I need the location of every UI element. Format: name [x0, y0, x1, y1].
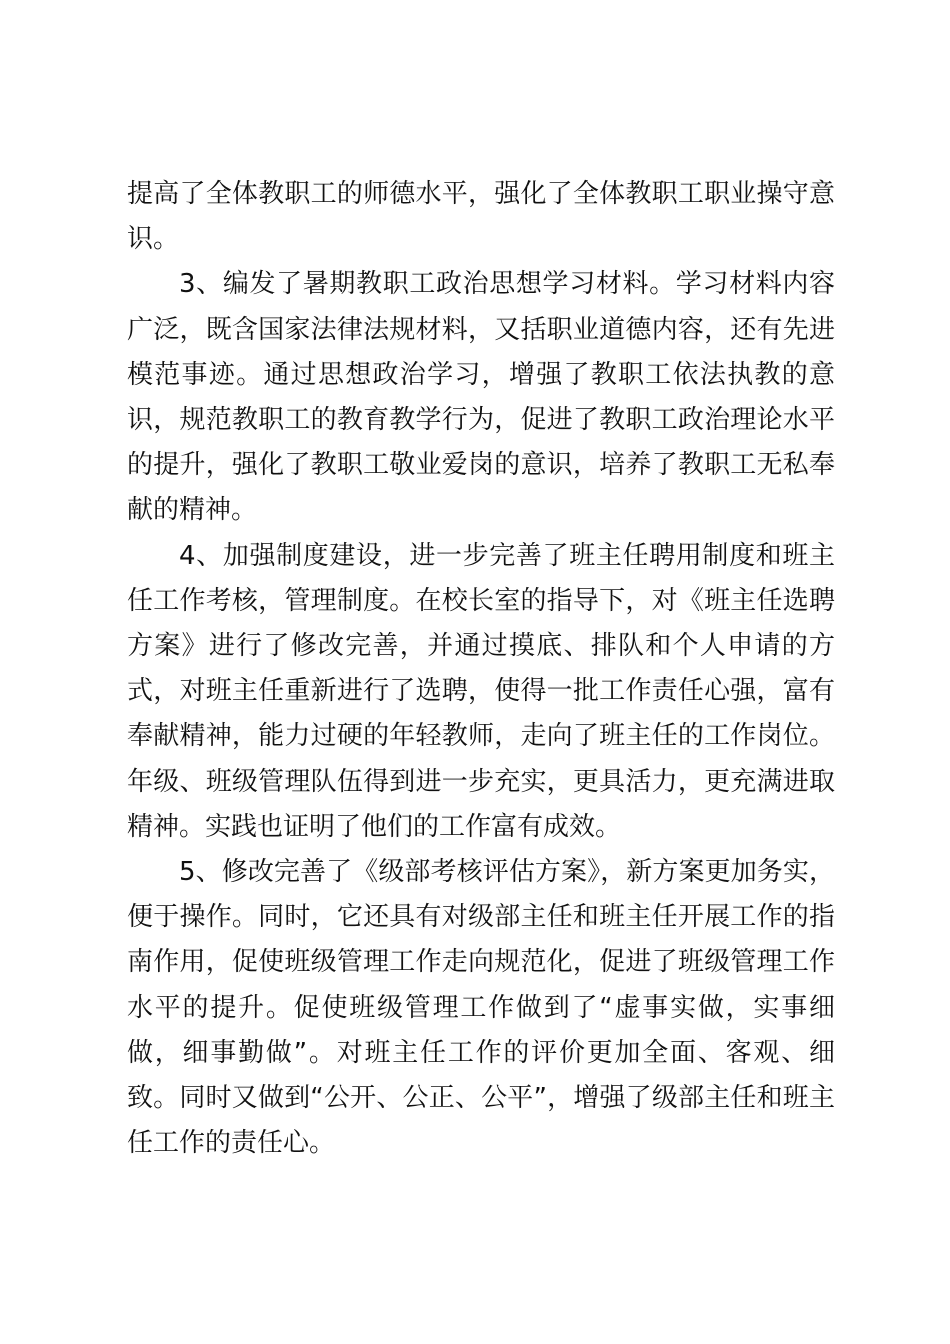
paragraph-item-3: 3、编发了暑期教职工政治思想学习材料。学习材料内容广泛，既含国家法律法规材料，又括职业道德内容，还有先进模范事迹。通过思想政治学习，增强了教职工依法执教的意识，规范教职工的教育教学行为，促进了教职工政治理论水平的提升，强化了教职工敬业爱岗的意识，培养了教职工无私奉献的精神。: [127, 269, 835, 526]
paragraph-continuation: 提高了全体教职工的师德水平，强化了全体教职工职业操守意识。: [127, 179, 835, 255]
paragraph-item-4: 4、加强制度建设，进一步完善了班主任聘用制度和班主任工作考核，管理制度。在校长室的指导下，对《班主任选聘方案》进行了修改完善，并通过摸底、排队和个人申请的方式，对班主任重新进行了选聘，使得一批工作责任心强，富有奉献精神，能力过硬的年轻教师，走向了班主任的工作岗位。年级、班级管理队伍得到进一步充实，更具活力，更充满进取精神。实践也证明了他们的工作富有成效。: [127, 540, 835, 842]
document-body: [127, 172, 835, 1166]
paragraph-item-5: 5、修改完善了《级部考核评估方案》，新方案更加务实，便于操作。同时，它还具有对级部主任和班主任开展工作的指南作用，促使班级管理工作走向规范化，促进了班级管理工作水平的提升。促使班级管理工作做到了“虚事实做，实事细做，细事勤做”。对班主任工作的评价更加全面、客观、细致。同时又做到“公开、公正、公平”，增强了级部主任和班主任工作的责任心。: [127, 857, 835, 1159]
